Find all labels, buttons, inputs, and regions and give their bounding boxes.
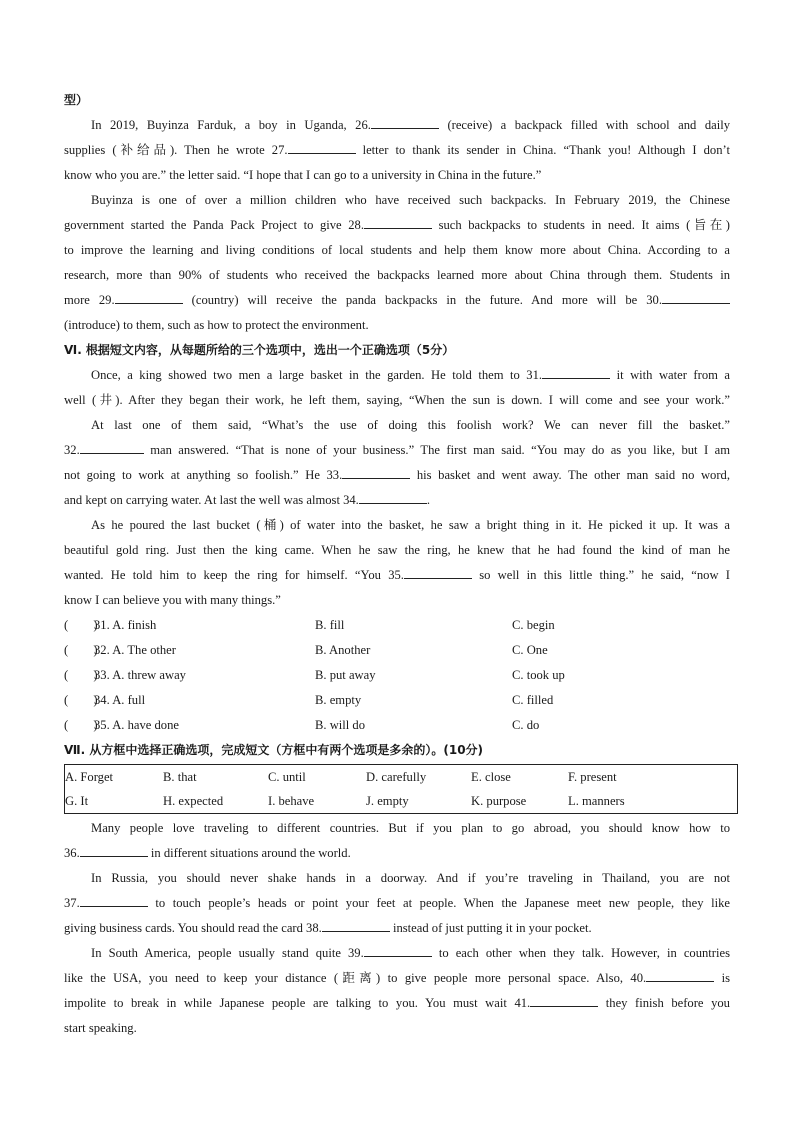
word-option: C. until: [268, 770, 306, 784]
text-line: giving business cards. You should read the card 38. instead of just putting it in your pocket.: [64, 916, 730, 941]
text-line: In South America, people usually stand quite 39. to each other when they talk. However, in countries: [64, 941, 730, 966]
answer-blank-39[interactable]: [364, 942, 432, 957]
word-option: G. It: [65, 794, 89, 808]
word-option: I. behave: [268, 794, 315, 808]
option-row-32: [64, 638, 730, 663]
text-line: Once, a king showed two men a large basket in the garden. He told them to 31. it with water from a: [64, 363, 730, 388]
section-heading-tail: 型）: [64, 93, 89, 107]
text-line: (introduce) to them, such as how to protect the environment.: [64, 318, 369, 332]
text-line: and kept on carrying water. At last the well was almost 34. .: [64, 488, 730, 513]
text-line: In 2019, Buyinza Farduk, a boy in Uganda, 26. (receive) a backpack filled with school and daily: [64, 113, 730, 138]
option-b: B. empty: [315, 693, 362, 707]
answer-blank-28[interactable]: [364, 214, 432, 229]
text-line: to improve the learning and living conditions of local students and help them know more about China. According to a: [64, 243, 730, 257]
text-line: Many people love traveling to different countries. But if you plan to go abroad, you should know how to: [91, 821, 730, 835]
option-row-35: [64, 713, 730, 738]
section-heading-6: Ⅵ. 根据短文内容，从每题所给的三个选项中，选出一个正确选项（5分）: [64, 343, 455, 357]
answer-blank-34[interactable]: [359, 489, 427, 504]
option-c: C. begin: [512, 618, 555, 632]
option-c: C. One: [512, 643, 548, 657]
option-c: C. took up: [512, 668, 565, 682]
answer-blank-26[interactable]: [371, 114, 439, 129]
answer-blank-36[interactable]: [80, 842, 148, 857]
answer-paren[interactable]: ( ): [64, 643, 98, 657]
text-line: supplies (补给品). Then he wrote 27. letter to thank its sender in China. “Thank you! Although I don’t: [64, 138, 730, 163]
answer-blank-29[interactable]: [115, 289, 183, 304]
answer-blank-31[interactable]: [542, 364, 610, 379]
answer-blank-30[interactable]: [662, 289, 730, 304]
text-line: 36. in different situations around the world.: [64, 841, 730, 866]
word-option: A. Forget: [65, 770, 114, 784]
option-b: B. put away: [315, 668, 376, 682]
word-option: B. that: [163, 770, 197, 784]
word-option: H. expected: [163, 794, 224, 808]
answer-blank-35[interactable]: [404, 564, 472, 579]
text-line: start speaking.: [64, 1021, 137, 1035]
word-bank-row: [65, 765, 737, 789]
text-line: know who you are.” the letter said. “I hope that I can go to a university in China in the future.”: [64, 168, 542, 182]
option-a: 34. A. full: [94, 693, 146, 707]
text-line: At last one of them said, “What’s the use of doing this foolish work? We can never fill the basket.”: [91, 418, 730, 432]
word-option: J. empty: [366, 794, 409, 808]
word-option: L. manners: [568, 794, 625, 808]
answer-blank-38[interactable]: [322, 917, 390, 932]
word-option: K. purpose: [471, 794, 527, 808]
text-line: wanted. He told him to keep the ring for himself. “You 35. so well in this little thing.” he said, “now I: [64, 563, 730, 588]
word-option: D. carefully: [366, 770, 427, 784]
word-option: F. present: [568, 770, 617, 784]
text-line: As he poured the last bucket (桶) of water into the basket, he saw a bright thing in it. He picked it up. It was a: [91, 518, 730, 532]
option-row-34: [64, 688, 730, 713]
answer-blank-27[interactable]: [288, 139, 356, 154]
text-line: 37. to touch people’s heads or point your feet at people. When the Japanese meet new people, they like: [64, 891, 730, 916]
section-heading-7: Ⅶ. 从方框中选择正确选项，完成短文（方框中有两个选项是多余的）。(10分): [64, 743, 484, 757]
option-row-33: [64, 663, 730, 688]
text-line: In Russia, you should never shake hands in a doorway. And if you’re traveling in Thailand, you are not: [91, 871, 730, 885]
word-option: E. close: [471, 770, 511, 784]
option-c: C. do: [512, 718, 540, 732]
text-line: know I can believe you with many things.”: [64, 593, 281, 607]
answer-paren[interactable]: ( ): [64, 668, 98, 682]
option-b: B. will do: [315, 718, 366, 732]
word-bank-box: [64, 764, 738, 814]
text-line: not going to work at anything so foolish.” He 33. his basket and went away. The other man said no word,: [64, 463, 730, 488]
answer-blank-37[interactable]: [80, 892, 148, 907]
text-line: beautiful gold ring. Just then the king came. When he saw the ring, he knew that he had found the kind of man he: [64, 543, 730, 557]
text-line: government started the Panda Pack Project to give 28. such backpacks to students in need. It aims (旨在): [64, 213, 730, 238]
option-a: 33. A. threw away: [94, 668, 186, 682]
answer-blank-33[interactable]: [342, 464, 410, 479]
answer-paren[interactable]: ( ): [64, 618, 98, 632]
answer-blank-40[interactable]: [646, 967, 714, 982]
text-line: Buyinza is one of over a million children who have received such backpacks. In February 2019, the Chinese: [91, 193, 730, 207]
answer-blank-32[interactable]: [80, 439, 144, 454]
text-line: like the USA, you need to keep your distance (距离) to give people more personal space. Also, 40. is: [64, 966, 730, 991]
option-c: C. filled: [512, 693, 554, 707]
answer-paren[interactable]: ( ): [64, 693, 98, 707]
answer-paren[interactable]: ( ): [64, 718, 98, 732]
text-line: research, more than 90% of students who received the backpacks learned more about China through them. Students in: [64, 268, 730, 282]
answer-blank-41[interactable]: [530, 992, 598, 1007]
text-line: more 29. (country) will receive the panda backpacks in the future. And more will be 30.: [64, 288, 730, 313]
option-b: B. Another: [315, 643, 371, 657]
option-a: 31. A. finish: [94, 618, 157, 632]
option-a: 32. A. The other: [94, 643, 176, 657]
text-line: 32. man answered. “That is none of your business.” The first man said. “You may do as you like, but I am: [64, 438, 730, 463]
option-row-31: [64, 613, 730, 638]
word-bank-row: [65, 789, 737, 813]
worksheet-page: [64, 88, 730, 1041]
option-b: B. fill: [315, 618, 345, 632]
text-line: impolite to break in while Japanese people are talking to you. You must wait 41. they finish before you: [64, 991, 730, 1016]
option-a: 35. A. have done: [94, 718, 179, 732]
text-line: well (井). After they began their work, he left them, saying, “When the sun is down. I will come and see your work.”: [64, 393, 730, 407]
